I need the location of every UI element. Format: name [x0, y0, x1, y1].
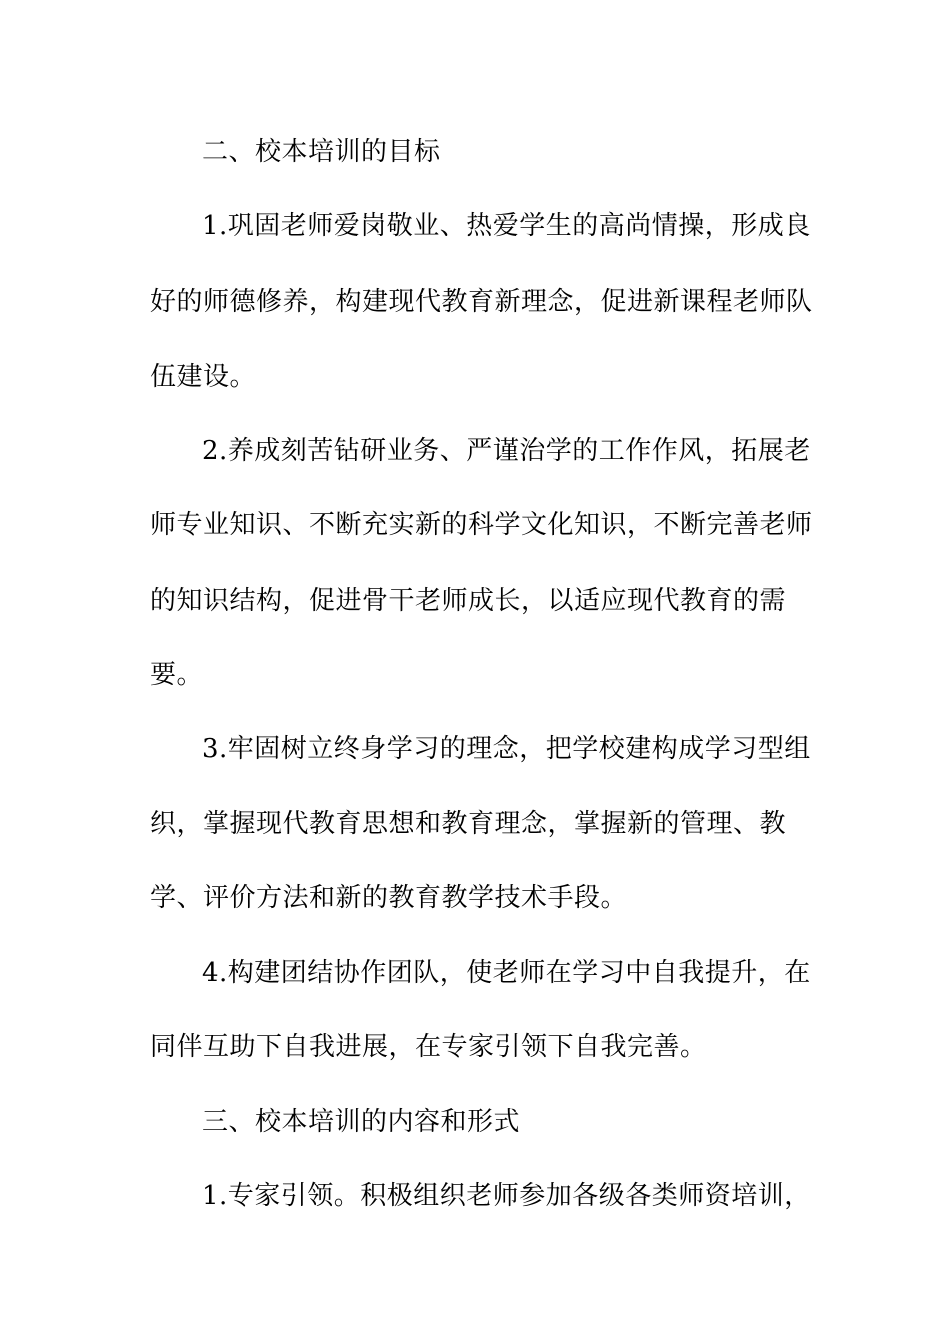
paragraph-line: 3.牢固树立终身学习的理念，把学校建构成学习型组: [202, 734, 811, 764]
section-heading-content: 三、校本培训的内容和形式: [202, 1107, 521, 1137]
section-heading-goals: 二、校本培训的目标: [202, 137, 441, 167]
paragraph-line: 学、评价方法和新的教育教学技术手段。: [150, 883, 628, 913]
paragraph-line: 的知识结构，促进骨干老师成长，以适应现代教育的需: [150, 586, 787, 616]
paragraph-line: 同伴互助下自我进展，在专家引领下自我完善。: [150, 1032, 707, 1062]
paragraph-line: 要。: [150, 660, 204, 690]
paragraph-line: 织，掌握现代教育思想和教育理念，掌握新的管理、教: [150, 809, 787, 839]
paragraph-line: 伍建设。: [150, 362, 257, 392]
paragraph-line: 好的师德修养，构建现代教育新理念，促进新课程老师队: [150, 287, 813, 317]
paragraph-line: 2.养成刻苦钻研业务、严谨治学的工作作风，拓展老: [202, 436, 811, 466]
paragraph-line: 1.专家引领。积极组织老师参加各级各类师资培训，: [202, 1181, 811, 1211]
paragraph-line: 1.巩固老师爱岗敬业、热爱学生的高尚情操，形成良: [202, 211, 811, 241]
paragraph-line: 师专业知识、不断充实新的科学文化知识，不断完善老师: [150, 510, 813, 540]
paragraph-line: 4.构建团结协作团队，使老师在学习中自我提升，在: [202, 958, 811, 988]
